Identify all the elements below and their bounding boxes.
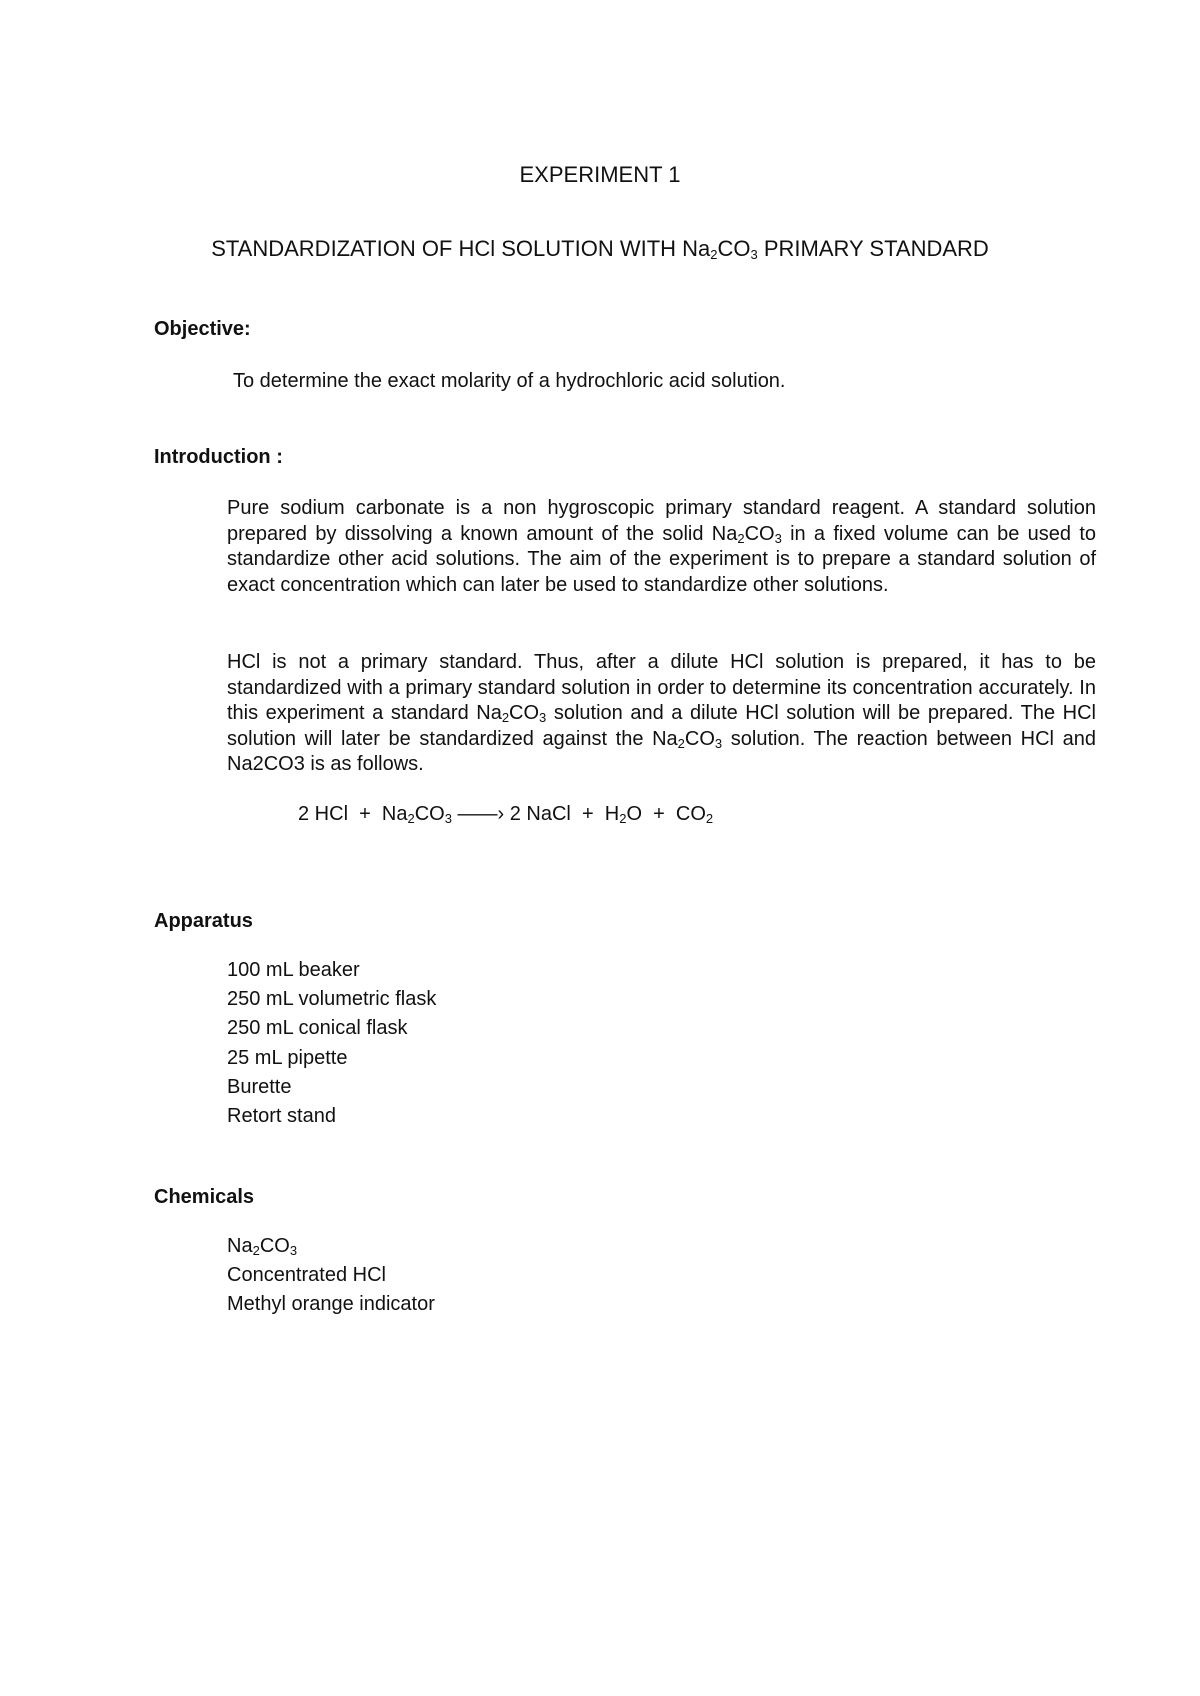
objective-text: To determine the exact molarity of a hydrochloric acid solution. xyxy=(233,370,786,392)
experiment-subtitle xyxy=(0,236,1200,262)
list-item: Burette xyxy=(227,1075,292,1098)
experiment-title: EXPERIMENT 1 xyxy=(519,162,681,187)
subtitle-text: CO xyxy=(717,236,751,261)
objective-heading: Objective: xyxy=(154,318,251,340)
subscript: 3 xyxy=(444,811,452,826)
list-item: Retort stand xyxy=(227,1105,336,1128)
paragraph-text: Pure sodium carbonate is a non hygroscopic primary standard reagent. A standard solution prepared by dissolving a known amount of the solid Na xyxy=(227,497,1096,545)
list-item: Methyl orange indicator xyxy=(227,1293,435,1316)
list-item-text: CO xyxy=(259,1235,290,1257)
paragraph-text: solution and a dilute HCl solution will be prepared. The HCl solution will later be standardized against the Na xyxy=(227,702,1096,750)
list-item: 25 mL pipette xyxy=(227,1046,348,1069)
subscript: 2 xyxy=(705,811,714,826)
apparatus-list xyxy=(227,956,436,1131)
subscript: 3 xyxy=(714,735,723,751)
chemicals-list xyxy=(227,1232,435,1320)
reaction-equation xyxy=(298,803,713,826)
subscript: 3 xyxy=(774,530,782,546)
subscript: 2 xyxy=(677,735,685,751)
introduction-paragraph-2 xyxy=(227,650,1096,778)
subscript: 2 xyxy=(737,530,745,546)
equation-text: CO xyxy=(414,803,445,825)
paragraph-text: solution. The reaction between HCl and Na2CO3 is as follows. xyxy=(227,727,1096,775)
paragraph-text: in a fixed volume can be used to standardize other acid solutions. The aim of the experiment is to prepare a standard solution of exact concentration which can later be used to standardize other solutions. xyxy=(227,522,1096,596)
equation-text: O + CO xyxy=(626,803,706,825)
subscript: 2 xyxy=(501,710,510,725)
list-item-text: Na xyxy=(227,1235,253,1257)
paragraph-text: CO xyxy=(744,522,775,545)
paragraph-text: CO xyxy=(684,727,715,750)
subscript: 2 xyxy=(407,811,415,826)
reaction-arrow: ——› xyxy=(451,803,510,825)
equation-text: 2 HCl + Na xyxy=(298,803,408,825)
list-item xyxy=(227,1232,435,1261)
list-item: 250 mL volumetric flask xyxy=(227,988,437,1011)
introduction-paragraph-1 xyxy=(227,496,1096,598)
subtitle-text: STANDARDIZATION OF HCl SOLUTION WITH Na xyxy=(211,236,711,261)
paragraph-text: CO xyxy=(509,702,540,724)
subscript: 3 xyxy=(289,1243,298,1258)
subscript: 2 xyxy=(710,247,718,262)
list-item: 250 mL conical flask xyxy=(227,1017,408,1040)
subtitle-text: PRIMARY STANDARD xyxy=(757,236,989,261)
subscript: 2 xyxy=(619,811,627,826)
subscript: 3 xyxy=(539,710,547,725)
apparatus-heading: Apparatus xyxy=(154,910,253,932)
list-item: Concentrated HCl xyxy=(227,1264,386,1287)
chemicals-heading: Chemicals xyxy=(154,1186,255,1208)
paragraph-text: HCl is not a primary standard. Thus, after a dilute HCl solution is prepared, it has to be standardized with a primary standard solution in order to determine its concentration accurately. In this experiment a standard Na xyxy=(227,651,1096,724)
list-item: 100 mL beaker xyxy=(227,959,360,981)
equation-text: 2 NaCl + H xyxy=(509,803,620,825)
subscript: 2 xyxy=(252,1243,260,1258)
subscript: 3 xyxy=(750,247,758,262)
introduction-heading: Introduction : xyxy=(154,446,283,468)
